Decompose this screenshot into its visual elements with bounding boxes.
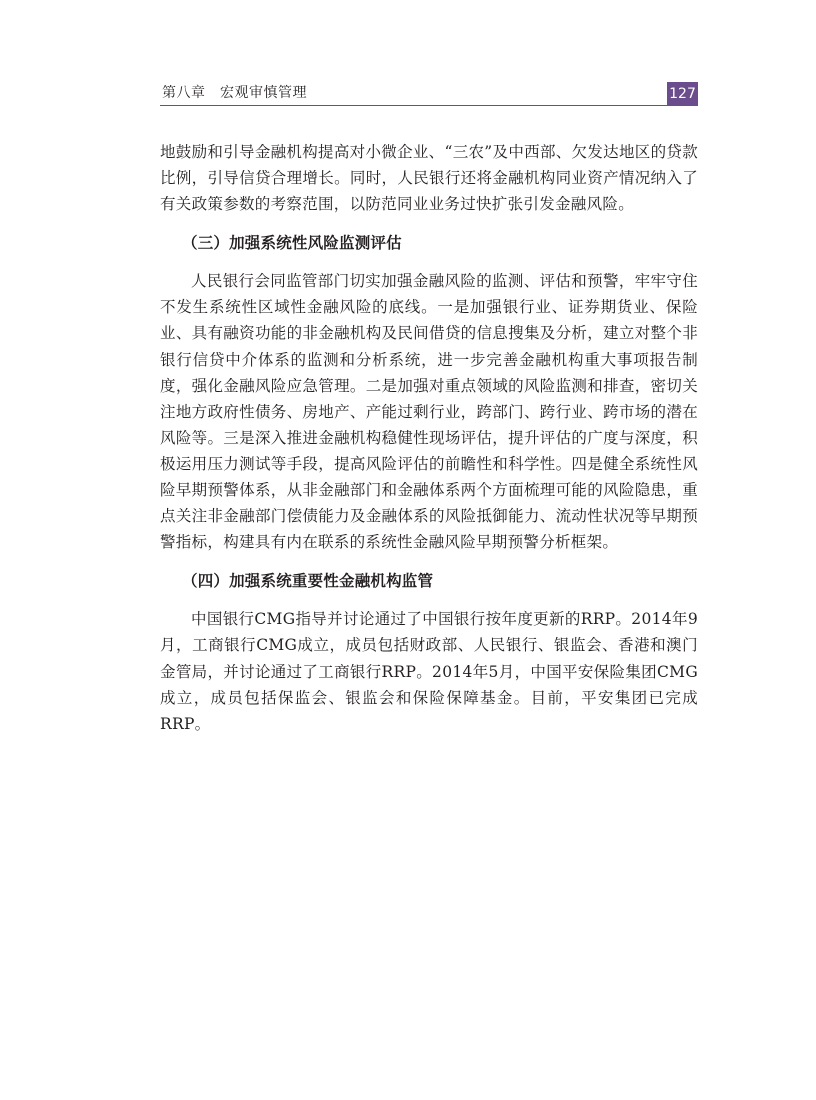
- page-body: [160, 139, 698, 737]
- running-header: [160, 81, 698, 107]
- paragraph-intro: 地鼓励和引导金融机构提高对小微企业、“三农”及中西部、欠发达地区的贷款比例，引导信贷合理增长。同时，人民银行还将金融机构同业资产情况纳入了有关政策参数的考察范围，以防范同业业务过快扩张引发金融风险。: [160, 143, 698, 214]
- paragraph-section-4: 中国银行CMG指导并讨论通过了中国银行按年度更新的RRP。2014年9月，工商银行CMG成立，成员包括财政部、人民银行、银监会、香港和澳门金管局，并讨论通过了工商银行RRP。2014年5月，中国平安保险集团CMG成立，成员包括保监会、银监会和保险保障基金。目前，平安集团已完成RRP。: [160, 610, 698, 733]
- section-heading-4: （四）加强系统重要性金融机构监管: [182, 571, 434, 591]
- section-heading-3: （三）加强系统性风险监测评估: [182, 233, 402, 253]
- paragraph-section-3: 人民银行会同监管部门切实加强金融风险的监测、评估和预警，牢牢守住不发生系统性区域性金融风险的底线。一是加强银行业、证券期货业、保险业、具有融资功能的非金融机构及民间借贷的信息搜集及分析，建立对整个非银行信贷中介体系的监测和分析系统，进一步完善金融机构重大事项报告制度，强化金融风险应急管理。二是加强对重点领域的风险监测和排查，密切关注地方政府性债务、房地产、产能过剩行业，跨部门、跨行业、跨市场的潜在风险等。三是深入推进金融机构稳健性现场评估，提升评估的广度与深度，积极运用压力测试等手段，提高风险评估的前瞻性和科学性。四是健全系统性风险早期预警体系，从非金融部门和金融体系两个方面梳理可能的风险隐患，重点关注非金融部门偿债能力及金融体系的风险抵御能力、流动性状况等早期预警指标，构建具有内在联系的系统性金融风险早期预警分析框架。: [160, 272, 698, 552]
- header-rule: [160, 105, 667, 106]
- page-number: 127: [667, 82, 698, 106]
- chapter-title: 第八章 宏观审慎管理: [162, 85, 307, 101]
